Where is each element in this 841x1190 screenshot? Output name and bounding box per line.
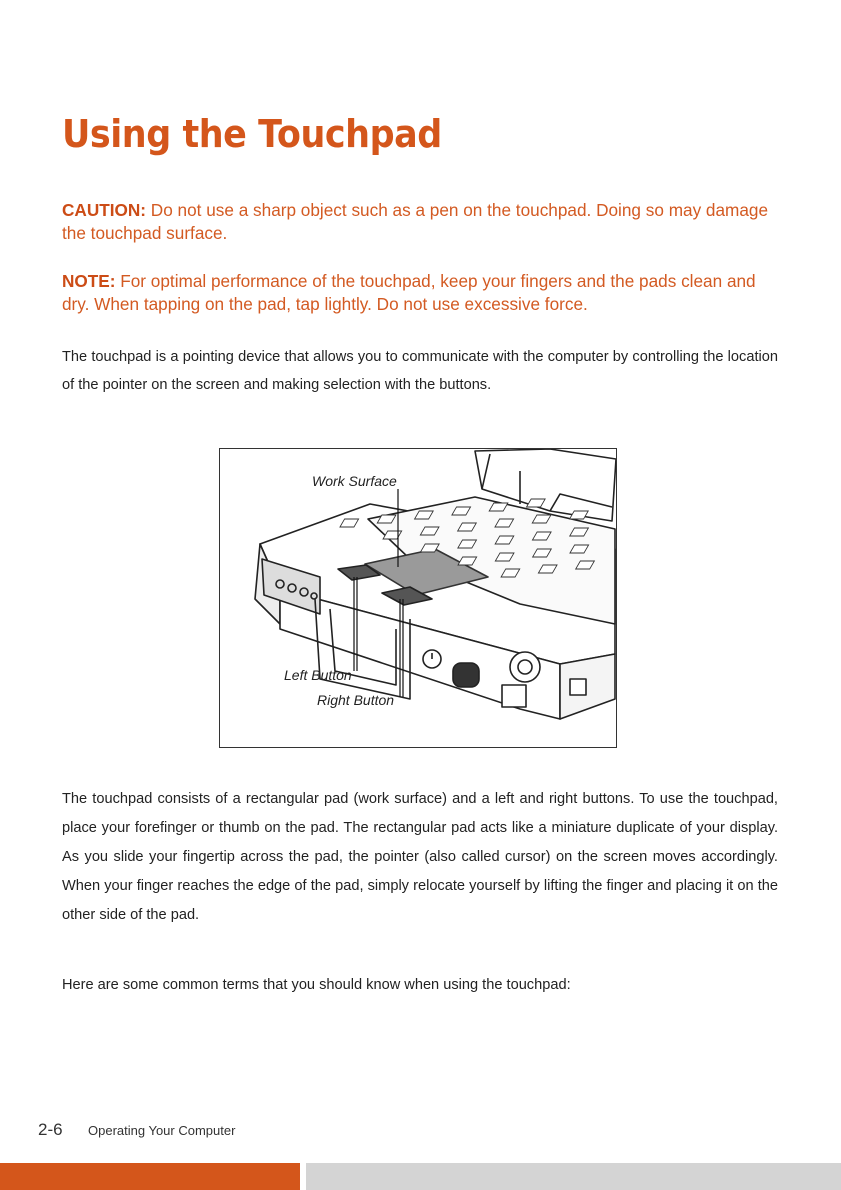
terms-intro-paragraph: Here are some common terms that you should know when using the touchpad: [62,977,571,993]
note-text: For optimal performance of the touchpad, keep your fingers and the pads clean and dry. When tapping on the pad, tap lightly. Do not use excessive force. [62,271,756,314]
note-label: NOTE: [62,271,116,291]
left-button-label: Left Button [284,667,352,683]
intro-paragraph: The touchpad is a pointing device that allows you to communicate with the computer by controlling the location of the pointer on the screen and making selection with the buttons. [62,349,778,393]
footer-gray-bar [306,1163,841,1190]
footer-accent-bar [0,1163,300,1190]
right-button-label: Right Button [317,692,395,708]
caution-label: CAUTION: [62,200,147,220]
footer-section-title: Operating Your Computer [88,1123,236,1138]
touchpad-description-paragraph: The touchpad consists of a rectangular pad (work surface) and a left and right buttons. To use the touchpad, place your forefinger or thumb on the pad. The rectangular pad acts like a miniature duplicate of your display. As you slide your fingertip across the pad, the pointer (also called cursor) on the screen moves accordingly. When your finger reaches the edge of the pad, simply relocate yourself by lifting the finger and placing it on the other side of the pad. [62,791,778,923]
caution-text: Do not use a sharp object such as a pen on the touchpad. Doing so may damage the touchpad surface. [62,200,769,243]
caution-notice [62,199,782,245]
laptop-illustration [220,449,617,748]
page-number: 2-6 [38,1120,63,1139]
work-surface-label: Work Surface [312,473,397,489]
touchpad-figure [219,448,617,748]
page-title: Using the Touchpad [62,112,442,156]
note-notice [62,270,782,316]
